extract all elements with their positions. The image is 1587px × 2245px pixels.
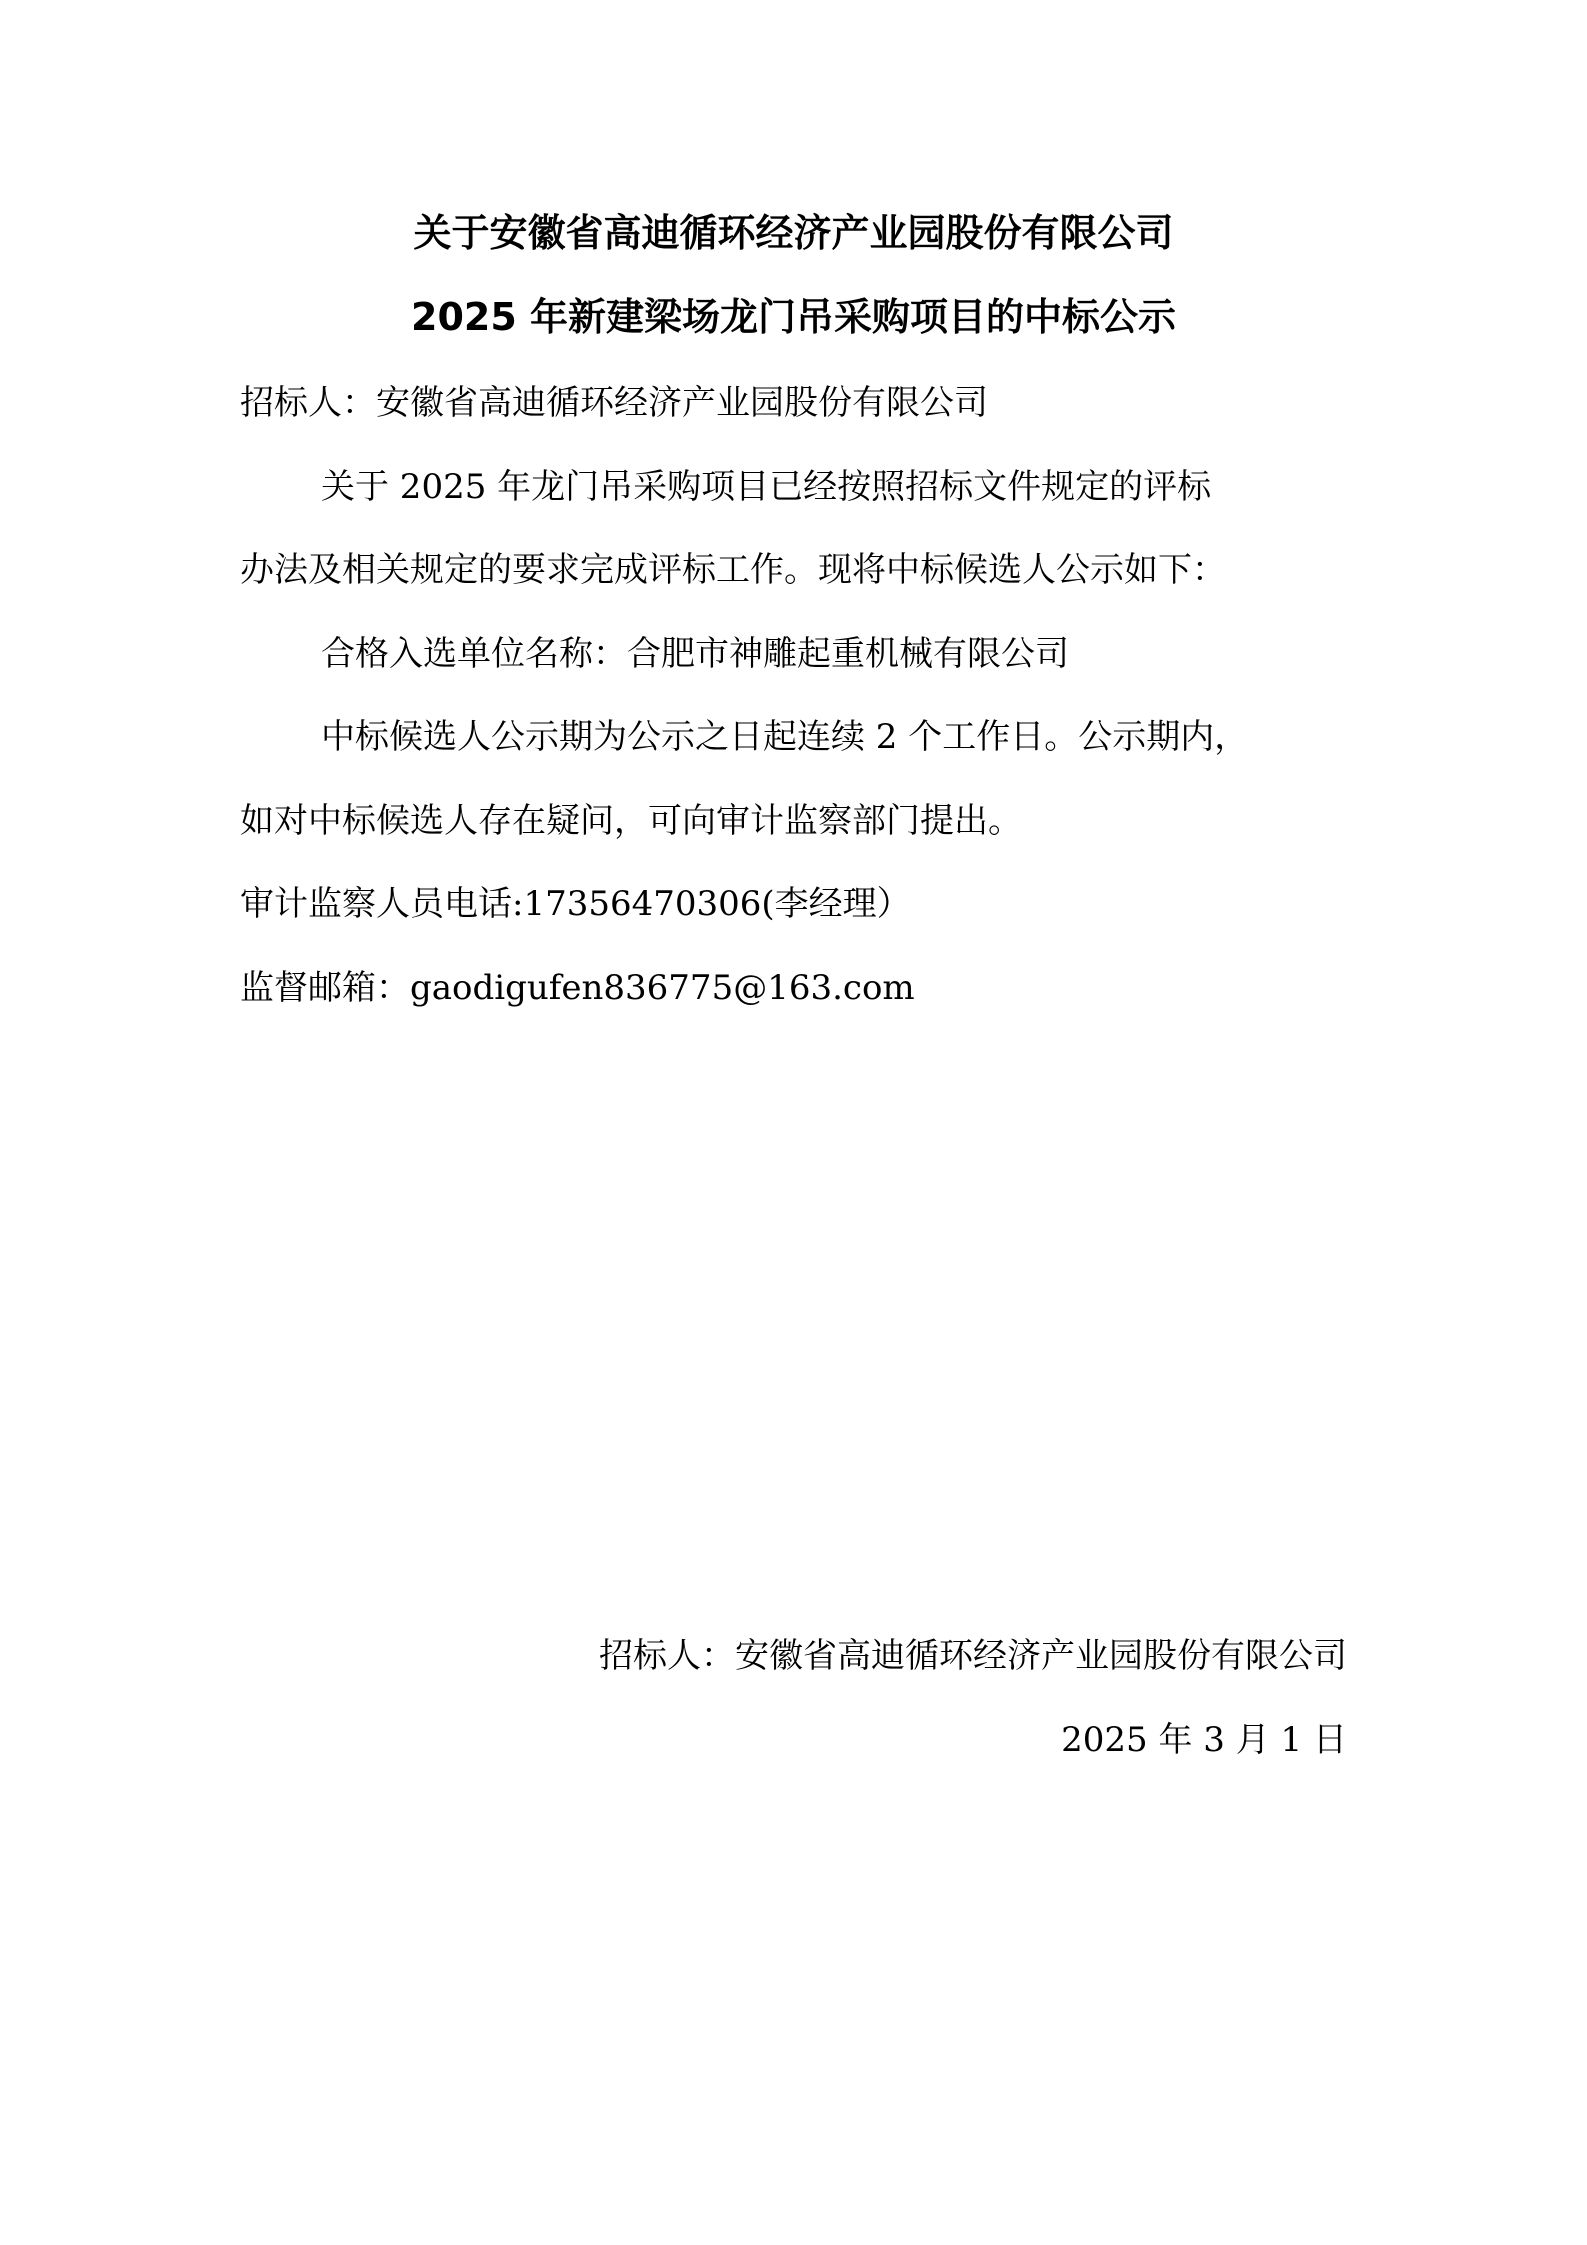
audit-phone-line: 审计监察人员电话:17356470306(李经理） [240, 884, 911, 924]
signature-date: 2025 年 3 月 1 日 [1061, 1720, 1347, 1760]
supervision-email-line: 监督邮箱：gaodigufen836775@163.com [240, 968, 915, 1008]
paragraph-2-line-2: 如对中标候选人存在疑问，可向审计监察部门提出。 [240, 801, 1022, 841]
paragraph-1-line-2: 办法及相关规定的要求完成评标工作。现将中标候选人公示如下： [240, 550, 1226, 590]
tenderer-line: 招标人：安徽省高迪循环经济产业园股份有限公司 [240, 383, 988, 423]
qualified-unit-line: 合格入选单位名称：合肥市神雕起重机械有限公司 [321, 634, 1069, 674]
document-title-line2: 2025 年新建梁场龙门吊采购项目的中标公示 [411, 295, 1176, 339]
document-title-line1: 关于安徽省高迪循环经济产业园股份有限公司 [413, 211, 1174, 255]
paragraph-2-line-1: 中标候选人公示期为公示之日起连续 2 个工作日。公示期内， [321, 717, 1249, 757]
paragraph-1-line-1: 关于 2025 年龙门吊采购项目已经按照招标文件规定的评标 [321, 467, 1212, 507]
signature-tenderer: 招标人：安徽省高迪循环经济产业园股份有限公司 [599, 1636, 1347, 1676]
